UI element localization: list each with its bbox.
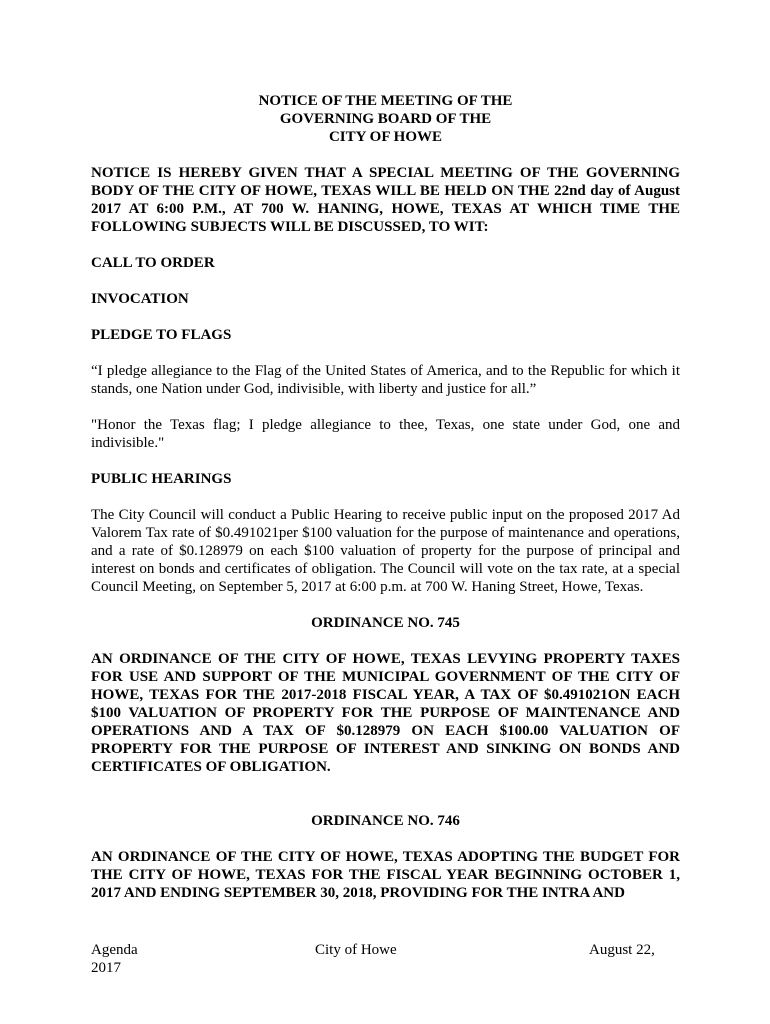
ordinance-745-title: ORDINANCE NO. 745: [311, 615, 460, 631]
page-footer: [91, 941, 680, 981]
footer-year: 2017: [91, 960, 121, 976]
notice-paragraph: NOTICE IS HEREBY GIVEN THAT A SPECIAL MEETING OF THE GOVERNING BODY OF THE CITY OF HOWE, TEXAS WILL BE HELD ON THE 22nd day of August 2017 AT 6:00 P.M., AT 700 W. HANING, HOWE, TEXAS AT WHICH TIME THE FOLLOWING SUBJECTS WILL BE DISCUSSED, TO WIT:: [91, 165, 680, 235]
pledge-texas-paragraph: "Honor the Texas flag; I pledge allegiance to thee, Texas, one state under God, one and indivisible.": [91, 417, 680, 451]
title-line-3: CITY OF HOWE: [328, 129, 443, 145]
heading-invocation: INVOCATION: [91, 291, 189, 307]
title-line-2: GOVERNING BOARD OF THE: [279, 111, 492, 127]
footer-right: August 22,: [589, 942, 655, 958]
heading-public-hearings: PUBLIC HEARINGS: [91, 471, 232, 487]
public-hearing-paragraph: The City Council will conduct a Public Hearing to receive public input on the proposed 2017 Ad Valorem Tax rate of $0.491021per $100 valuation for the purpose of maintenance and operations, and a rate of $0.128979 on each $100 valuation of property for the purpose of principal and interest on bonds and certificates of obligation. The Council will vote on the tax rate, at a special Council Meeting, on September 5, 2017 at 6:00 p.m. at 700 W. Haning Street, Howe, Texas.: [91, 507, 680, 595]
pledge-us-paragraph: “I pledge allegiance to the Flag of the United States of America, and to the Republic for which it stands, one Nation under God, indivisible, with liberty and justice for all.”: [91, 363, 680, 397]
ordinance-746-title: ORDINANCE NO. 746: [311, 813, 460, 829]
footer-left: Agenda: [91, 942, 138, 958]
document-title: [91, 92, 680, 146]
heading-pledge: PLEDGE TO FLAGS: [91, 327, 232, 343]
ordinance-745-text: AN ORDINANCE OF THE CITY OF HOWE, TEXAS LEVYING PROPERTY TAXES FOR USE AND SUPPORT OF THE MUNICIPAL GOVERNMENT OF THE CITY OF HOWE, TEXAS FOR THE 2017-2018 FISCAL YEAR, A TAX OF $0.491021ON EACH $100 VALUATION OF PROPERTY FOR THE PURPOSE OF MAINTENANCE AND OPERATIONS AND A TAX OF $0.128979 ON EACH $100.00 VALUATION OF PROPERTY FOR THE PURPOSE OF INTEREST AND SINKING ON BONDS AND CERTIFICATES OF OBLIGATION.: [91, 651, 680, 775]
footer-center: City of Howe: [315, 942, 397, 958]
ordinance-746-text: AN ORDINANCE OF THE CITY OF HOWE, TEXAS ADOPTING THE BUDGET FOR THE CITY OF HOWE, TEXAS FOR THE FISCAL YEAR BEGINNING OCTOBER 1, 2017 AND ENDING SEPTEMBER 30, 2018, PROVIDING FOR THE INTRA AND: [91, 849, 680, 901]
title-line-1: NOTICE OF THE MEETING OF THE: [258, 93, 513, 109]
document-page: [91, 92, 680, 920]
heading-call-to-order: CALL TO ORDER: [91, 255, 215, 271]
